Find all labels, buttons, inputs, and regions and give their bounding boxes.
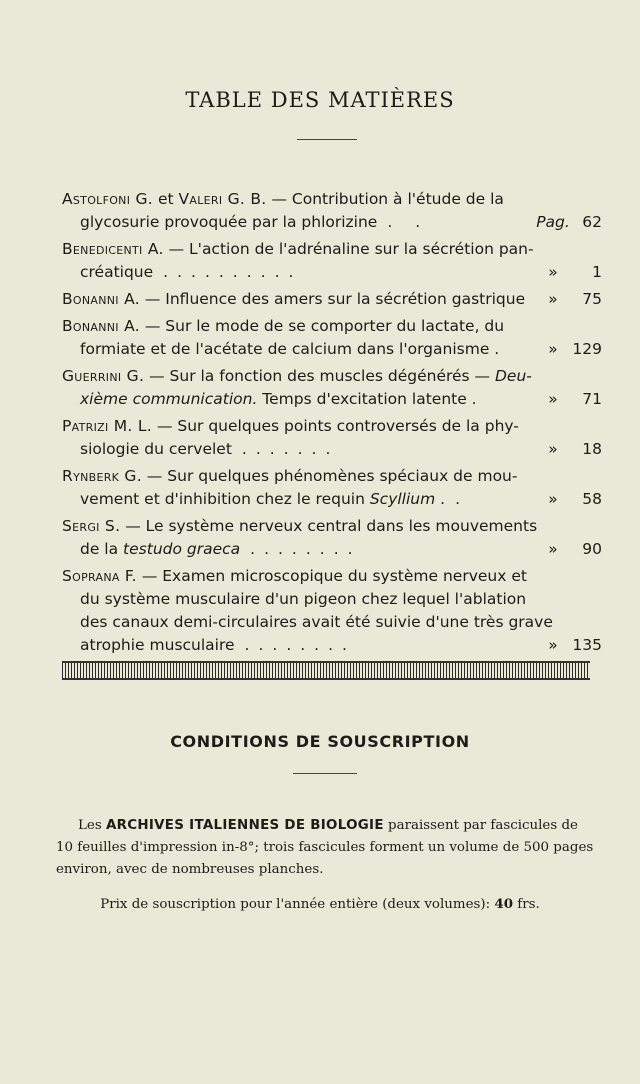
toc-line-text — [80, 438, 232, 461]
author-name: Guerrini G. — [62, 367, 145, 385]
toc-line — [62, 288, 602, 311]
toc-entry — [62, 565, 602, 657]
conditions-paragraph — [56, 815, 598, 881]
page-marker: Pag. — [536, 213, 570, 231]
toc-line-text — [62, 288, 525, 311]
author-name: Patrizi M. L. — [62, 417, 153, 435]
toc-entry — [62, 188, 602, 234]
title-text: — Sur le mode de se comporter du lactate, du — [139, 317, 505, 335]
title-text: des canaux demi-circulaires avait été suivie d'une très grave — [80, 613, 553, 631]
spacer — [477, 388, 536, 411]
leader-dots: ........ — [244, 636, 356, 654]
paragraph-line: environ, avec de nombreuses planches. — [56, 862, 324, 877]
toc-line — [62, 238, 602, 261]
title-text: — Examen microscopique du système nerveux et — [136, 567, 527, 585]
toc-line — [62, 588, 602, 611]
title-text: glycosurie provoquée par la phlorizine — [80, 213, 378, 231]
page-number: 135 — [572, 636, 602, 654]
author-name: Soprana F. — [62, 567, 137, 585]
page-marker: » — [548, 490, 558, 508]
toc-line-text — [80, 388, 477, 411]
toc-entry — [62, 238, 602, 284]
title-text: — L'action de l'adrénaline sur la sécrétion pan- — [163, 240, 534, 258]
spacer — [499, 338, 536, 361]
title-text: . — [435, 490, 446, 508]
price-value: 40 — [494, 896, 514, 912]
italic-text: testudo graeca — [123, 540, 241, 558]
price-unit: frs. — [513, 897, 540, 912]
toc-entry — [62, 288, 602, 311]
page-number: 62 — [582, 213, 602, 231]
toc-line-text — [62, 565, 527, 588]
title-text: — Influence des amers sur la sécrétion gastrique — [139, 290, 526, 308]
toc-line-text — [62, 188, 504, 211]
toc-line — [62, 634, 602, 657]
toc-line-text — [62, 315, 504, 338]
conditions-rule — [293, 773, 357, 774]
toc-line-text — [80, 488, 445, 511]
toc-line — [62, 465, 602, 488]
subscription-price — [0, 896, 640, 912]
toc-entry — [62, 365, 602, 411]
leader-dots: . . — [387, 213, 430, 231]
page-number: 18 — [582, 440, 602, 458]
price-label: Prix de souscription pour l'année entière (deux volumes): — [100, 897, 495, 912]
page-number: 71 — [582, 390, 602, 408]
title-text: formiate et de l'acétate de calcium dans l'organisme . — [80, 340, 500, 358]
page-marker: » — [548, 290, 558, 308]
title-text: vement et d'inhibition chez le requin — [80, 490, 370, 508]
toc-entry — [62, 465, 602, 511]
toc-line — [62, 338, 602, 361]
table-of-contents — [62, 188, 602, 661]
page-number: 75 — [582, 290, 602, 308]
title-text: — Sur quelques points controversés de la phy- — [152, 417, 519, 435]
toc-entry — [62, 415, 602, 461]
page-marker: » — [548, 636, 558, 654]
toc-line-text — [80, 211, 377, 234]
spacer — [525, 288, 536, 311]
toc-line-text — [62, 365, 532, 388]
toc-line — [62, 315, 602, 338]
page-number: 129 — [572, 340, 602, 358]
toc-line — [62, 611, 602, 634]
page-marker: » — [548, 263, 558, 281]
page-marker: » — [548, 390, 558, 408]
author-name: Benedicenti A. — [62, 240, 164, 258]
toc-entry — [62, 515, 602, 561]
toc-line-text — [80, 338, 499, 361]
leader-dots: .......... — [163, 263, 303, 281]
author-name: Bonanni A. — [62, 317, 140, 335]
leader-dots: ........ — [250, 540, 362, 558]
toc-line-text — [62, 238, 534, 261]
title-text: du système musculaire d'un pigeon chez lequel l'ablation — [80, 590, 527, 608]
toc-line — [62, 188, 602, 211]
italic-text: Scyllium — [369, 490, 436, 508]
title-text: de la — [80, 540, 124, 558]
paragraph-prefix: Les — [78, 818, 106, 833]
author-name: Valeri G. B. — [178, 190, 267, 208]
paragraph-line — [78, 815, 598, 837]
author-name: Astolfoni G. — [62, 190, 154, 208]
title-text: — Le système nerveux central dans les mouvements — [120, 517, 538, 535]
title-text: Temps d'excitation latente . — [257, 390, 477, 408]
toc-line-text — [62, 465, 517, 488]
leader-dots: ....... — [241, 440, 340, 458]
toc-line-text — [80, 634, 235, 657]
toc-line — [62, 211, 602, 234]
toc-line — [62, 415, 602, 438]
page-title: TABLE DES MATIÈRES — [185, 88, 455, 112]
title-rule — [297, 139, 357, 140]
toc-line — [62, 538, 602, 561]
toc-line-text — [62, 415, 519, 438]
toc-line — [62, 388, 602, 411]
page-marker: » — [548, 340, 558, 358]
title-text: et — [153, 190, 179, 208]
toc-line — [62, 261, 602, 284]
toc-line — [62, 438, 602, 461]
leader-dots: . — [455, 490, 470, 508]
page-number: 58 — [582, 490, 602, 508]
author-name: Bonanni A. — [62, 290, 140, 308]
toc-line — [62, 488, 602, 511]
page-number: 90 — [582, 540, 602, 558]
toc-line-text — [80, 261, 153, 284]
author-name: Sergi S. — [62, 517, 121, 535]
toc-line — [62, 565, 602, 588]
page-marker: » — [548, 540, 558, 558]
title-text: — Sur la fonction des muscles dégénérés — — [144, 367, 495, 385]
conditions-title: CONDITIONS DE SOUSCRIPTION — [170, 732, 470, 751]
title-text: créatique — [80, 263, 154, 281]
toc-line — [62, 515, 602, 538]
title-text: — Sur quelques phénomènes spéciaux de mou- — [141, 467, 518, 485]
toc-line-text — [80, 588, 526, 611]
paragraph-line: 10 feuilles d'impression in-8°; trois fascicules forment un volume de 500 pages — [56, 840, 594, 855]
journal-name: ARCHIVES ITALIENNES DE BIOLOGIE — [105, 818, 384, 833]
toc-line-text — [80, 538, 240, 561]
italic-text: xième communication. — [80, 390, 258, 408]
toc-line — [62, 365, 602, 388]
toc-line-text — [62, 515, 537, 538]
italic-text: Deu- — [495, 367, 532, 385]
decorative-band — [62, 661, 590, 680]
paragraph-text: paraissent par fascicules de — [383, 818, 578, 833]
page-marker: » — [548, 440, 558, 458]
toc-entry — [62, 315, 602, 361]
page-number: 1 — [592, 263, 602, 281]
title-text: atrophie musculaire — [80, 636, 235, 654]
author-name: Rynberk G. — [62, 467, 142, 485]
title-text: — Contribution à l'étude de la — [266, 190, 504, 208]
toc-line-text — [80, 611, 553, 634]
title-text: siologie du cervelet — [80, 440, 232, 458]
